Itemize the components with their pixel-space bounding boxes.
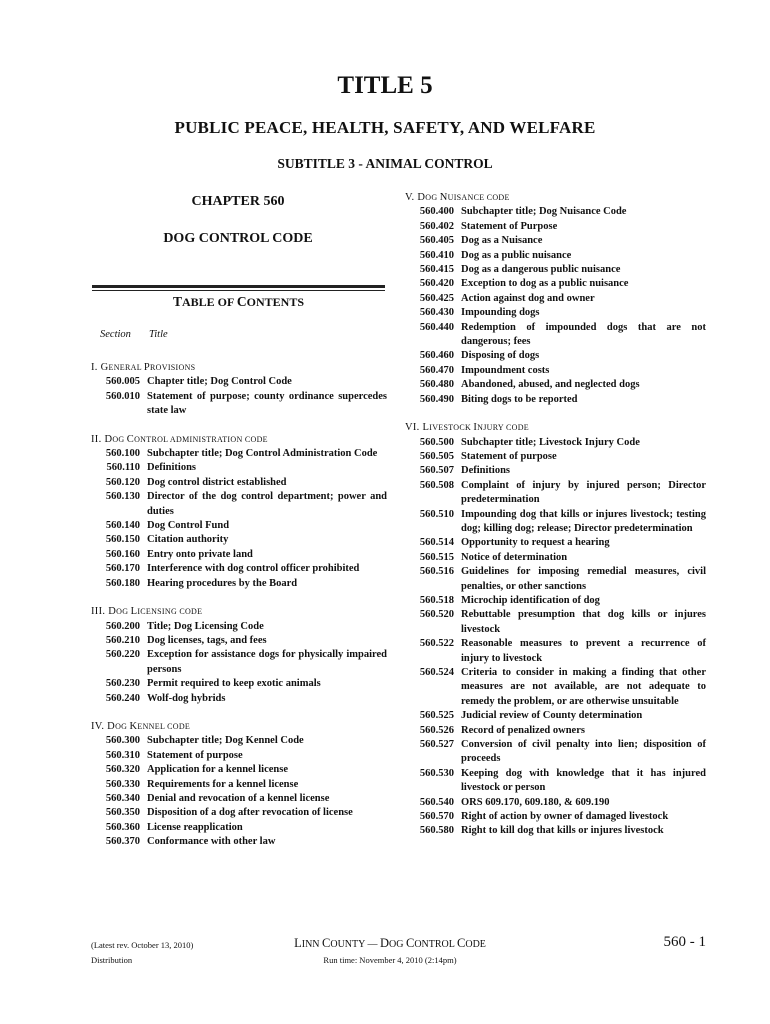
section-number: 560.240 — [105, 692, 140, 704]
footer-run-time: Run time: November 4, 2010 (2:14pm) — [323, 955, 457, 965]
toc-group — [91, 361, 387, 419]
toc-entry — [91, 835, 387, 849]
section-title: Entry onto private land — [147, 548, 253, 560]
toc-entry — [405, 637, 706, 666]
toc-group-title: IV. DOG KENNEL CODE — [91, 720, 191, 732]
section-number: 560.425 — [419, 292, 454, 304]
toc-entry — [91, 620, 387, 634]
toc-group — [405, 421, 706, 839]
toc-entry — [91, 749, 387, 763]
section-column-header: Section — [100, 329, 131, 340]
toc-entry — [405, 220, 706, 234]
section-number: 560.300 — [105, 735, 140, 747]
section-title: Exception to dog as a public nuisance — [461, 278, 629, 290]
section-number: 560.220 — [105, 649, 140, 661]
section-title: Action against dog and owner — [461, 292, 595, 304]
toc-entry — [405, 824, 706, 838]
toc-entry — [91, 821, 387, 835]
section-number: 560.520 — [419, 609, 454, 621]
section-title: Keeping dog with knowledge that it has injured livestock or person — [461, 767, 706, 794]
footer-distribution: Distribution — [91, 955, 133, 965]
toc-entry — [91, 634, 387, 648]
section-title: Right to kill dog that kills or injures livestock — [461, 825, 664, 837]
toc-entry — [91, 734, 387, 748]
section-number: 560.530 — [419, 767, 454, 779]
toc-group-title: V. DOG NUISANCE CODE — [405, 192, 510, 203]
section-title: Wolf-dog hybrids — [147, 692, 226, 704]
page-number: 560 - 1 — [663, 934, 706, 950]
section-number: 560.514 — [419, 537, 454, 549]
section-number: 560.340 — [105, 792, 140, 804]
section-number: 560.110 — [106, 462, 140, 474]
section-number: 560.320 — [105, 764, 140, 776]
toc-group-title: III. DOG LICENSING CODE — [91, 606, 203, 618]
section-number: 560.470 — [419, 364, 454, 376]
section-number: 560.480 — [419, 379, 454, 391]
toc-group — [405, 191, 706, 407]
section-number: 560.500 — [419, 436, 454, 448]
toc-entry — [91, 390, 387, 419]
toc-entry — [405, 263, 706, 277]
toc-entry — [91, 533, 387, 547]
section-number: 560.516 — [419, 566, 454, 578]
section-number: 560.515 — [419, 551, 454, 563]
section-title: Criteria to consider in making a finding that other measures are not available, are not adequate to remedy the problem, or are otherwise unsuitable — [461, 667, 706, 707]
section-title: Interference with dog control officer prohibited — [147, 563, 360, 575]
title-column-header: Title — [149, 329, 168, 340]
section-number: 560.005 — [105, 376, 140, 388]
section-title: Application for a kennel license — [147, 764, 288, 776]
section-title: Statement of Purpose — [461, 220, 558, 232]
section-title: Disposition of a dog after revocation of license — [147, 807, 353, 819]
section-title: Dog licenses, tags, and fees — [147, 634, 267, 646]
toc-entry — [91, 476, 387, 490]
divider-thin — [92, 290, 385, 291]
toc-entry — [91, 490, 387, 519]
toc-group-title: VI. LIVESTOCK INJURY CODE — [405, 422, 529, 434]
section-number: 560.370 — [105, 836, 140, 848]
toc-entry — [91, 461, 387, 475]
divider-thick — [92, 285, 385, 288]
toc-entry — [405, 277, 706, 291]
section-title: Chapter title; Dog Control Code — [147, 376, 292, 388]
toc-right-column — [405, 191, 706, 853]
section-title: Right of action by owner of damaged livestock — [461, 811, 669, 823]
toc-heading: TABLE OF CONTENTS — [172, 294, 305, 309]
page-title: TITLE 5 — [337, 72, 433, 99]
section-number: 560.350 — [105, 807, 140, 819]
section-number: 560.508 — [419, 479, 454, 491]
section-number: 560.580 — [419, 825, 454, 837]
section-number: 560.518 — [419, 594, 454, 606]
section-title: Requirements for a kennel license — [147, 778, 299, 790]
subtitle-heading: SUBTITLE 3 - ANIMAL CONTROL — [277, 156, 493, 171]
section-number: 560.100 — [105, 448, 140, 460]
section-title: Dog as a dangerous public nuisance — [461, 264, 621, 276]
section-title: Definitions — [461, 465, 511, 477]
toc-entry — [91, 548, 387, 562]
section-number: 560.010 — [105, 390, 140, 402]
toc-entry — [405, 810, 706, 824]
section-title: Subchapter title; Dog Kennel Code — [147, 735, 304, 747]
toc-entry — [91, 562, 387, 576]
toc-entry — [91, 806, 387, 820]
section-number: 560.200 — [105, 620, 140, 632]
section-number: 560.420 — [419, 278, 454, 290]
section-title: Exception for assistance dogs for physically impaired persons — [147, 649, 387, 675]
section-title: Impounding dogs — [461, 307, 540, 319]
section-number: 560.460 — [419, 350, 454, 362]
toc-entry — [91, 577, 387, 591]
section-title: Title; Dog Licensing Code — [147, 620, 264, 632]
toc-entry — [405, 536, 706, 550]
section-title: Conformance with other law — [147, 836, 276, 848]
section-title: License reapplication — [147, 821, 243, 833]
toc-entry — [405, 767, 706, 796]
toc-group — [91, 605, 387, 706]
section-number: 560.526 — [419, 724, 454, 736]
footer-document-name: LINN COUNTY — DOG CONTROL CODE — [294, 936, 486, 950]
section-title: Opportunity to request a hearing — [461, 537, 610, 549]
toc-entry — [405, 393, 706, 407]
toc-entry — [405, 306, 706, 320]
section-number: 560.402 — [419, 220, 454, 232]
toc-entry — [405, 608, 706, 637]
toc-entry — [405, 666, 706, 709]
toc-entry — [91, 375, 387, 389]
section-number: 560.490 — [419, 393, 454, 405]
toc-entry — [405, 292, 706, 306]
toc-entry — [405, 234, 706, 248]
toc-group — [91, 433, 387, 591]
section-number: 560.210 — [105, 634, 140, 646]
section-title: Hearing procedures by the Board — [147, 577, 298, 589]
toc-entry — [405, 738, 706, 767]
toc-entry — [405, 378, 706, 392]
toc-entry — [91, 677, 387, 691]
toc-entry — [91, 692, 387, 706]
section-number: 560.150 — [105, 534, 140, 546]
section-number: 560.440 — [419, 321, 454, 333]
section-number: 560.170 — [105, 563, 140, 575]
section-title: Rebuttable presumption that dog kills or injures livestock — [461, 609, 706, 635]
section-number: 560.505 — [419, 450, 454, 462]
toc-group — [91, 720, 387, 850]
section-number: 560.230 — [105, 678, 140, 690]
toc-entry — [405, 565, 706, 594]
toc-entry — [405, 479, 706, 508]
section-number: 560.120 — [105, 476, 140, 488]
section-title: Dog control district established — [147, 476, 287, 488]
section-title: Citation authority — [147, 534, 229, 546]
section-number: 560.570 — [419, 811, 454, 823]
toc-entry — [405, 450, 706, 464]
toc-entry — [405, 594, 706, 608]
section-number: 560.510 — [419, 508, 454, 520]
section-title: Dog as a public nuisance — [461, 249, 572, 261]
toc-entry — [405, 464, 706, 478]
section-number: 560.160 — [105, 548, 140, 560]
toc-entry — [405, 508, 706, 537]
section-number: 560.527 — [419, 739, 454, 751]
section-title: Guidelines for imposing remedial measures, civil penalties, or other sanctions — [461, 566, 706, 592]
section-title: ORS 609.170, 609.180, & 609.190 — [461, 796, 610, 808]
section-number: 560.360 — [105, 821, 140, 833]
section-title: Impoundment costs — [461, 364, 550, 376]
toc-entry — [91, 778, 387, 792]
section-title: Subchapter title; Livestock Injury Code — [461, 436, 640, 448]
section-title: Subchapter title; Dog Control Administration Code — [147, 448, 378, 460]
toc-group-title: I. GENERAL PROVISIONS — [91, 362, 196, 373]
section-title: Statement of purpose — [461, 450, 557, 462]
section-number: 560.524 — [419, 667, 454, 678]
section-title: Judicial review of County determination — [461, 710, 643, 722]
section-title: Denial and revocation of a kennel license — [147, 792, 330, 804]
section-title: Impounding dog that kills or injures livestock; testing dog; killing dog; release; Director predetermination — [461, 508, 706, 534]
section-title: Disposing of dogs — [461, 350, 540, 362]
toc-entry — [91, 648, 387, 677]
section-title: Definitions — [147, 462, 197, 474]
toc-entry — [405, 436, 706, 450]
section-title: Subchapter title; Dog Nuisance Code — [461, 206, 627, 218]
section-title: Director of the dog control department; power and duties — [147, 491, 387, 517]
toc-entry — [405, 249, 706, 263]
toc-entry — [405, 205, 706, 219]
section-number: 560.522 — [419, 638, 454, 650]
toc-entry — [405, 709, 706, 723]
section-number: 560.410 — [419, 249, 454, 261]
chapter-heading: CHAPTER 560 — [191, 194, 285, 209]
toc-entry — [91, 763, 387, 777]
section-title: Statement of purpose; county ordinance supercedes state law — [147, 390, 387, 417]
section-number: 560.180 — [105, 577, 140, 589]
section-number: 560.540 — [419, 796, 454, 808]
section-number: 560.405 — [419, 235, 454, 247]
title-subtitle: PUBLIC PEACE, HEALTH, SAFETY, AND WELFARE — [174, 118, 596, 137]
section-number: 560.310 — [105, 749, 140, 761]
toc-entry — [405, 551, 706, 565]
section-title: Conversion of civil penalty into lien; disposition of proceeds — [461, 739, 706, 765]
section-title: Notice of determination — [461, 551, 568, 563]
toc-entry — [91, 447, 387, 461]
toc-entry — [91, 792, 387, 806]
section-title: Microchip identification of dog — [461, 594, 600, 606]
toc-group-title: II. DOG CONTROL ADMINISTRATION CODE — [91, 433, 268, 445]
footer-revision: (Latest rev. October 13, 2010) — [91, 940, 194, 950]
section-title: Complaint of injury by injured person; Director predetermination — [461, 479, 706, 506]
section-title: Permit required to keep exotic animals — [147, 678, 321, 690]
section-title: Dog Control Fund — [147, 520, 230, 532]
section-number: 560.415 — [419, 264, 454, 276]
section-title: Statement of purpose — [147, 749, 243, 761]
section-title: Reasonable measures to prevent a recurrence of injury to livestock — [461, 638, 706, 664]
toc-left-column — [91, 361, 387, 864]
section-number: 560.430 — [419, 307, 454, 319]
section-number: 560.525 — [419, 710, 454, 722]
section-number: 560.400 — [419, 206, 454, 218]
section-number: 560.140 — [105, 520, 140, 532]
section-title: Record of penalized owners — [461, 724, 585, 736]
chapter-name: DOG CONTROL CODE — [163, 231, 313, 246]
toc-entry — [405, 724, 706, 738]
toc-entry — [405, 349, 706, 363]
section-title: Dog as a Nuisance — [461, 235, 543, 247]
toc-entry — [405, 364, 706, 378]
section-number: 560.130 — [105, 491, 140, 503]
section-number: 560.507 — [419, 465, 454, 477]
toc-entry — [405, 321, 706, 350]
section-number: 560.330 — [105, 778, 140, 790]
section-title: Redemption of impounded dogs that are not dangerous; fees — [461, 321, 706, 348]
toc-entry — [405, 796, 706, 810]
toc-entry — [91, 519, 387, 533]
section-title: Biting dogs to be reported — [461, 393, 578, 405]
section-title: Abandoned, abused, and neglected dogs — [461, 379, 640, 391]
